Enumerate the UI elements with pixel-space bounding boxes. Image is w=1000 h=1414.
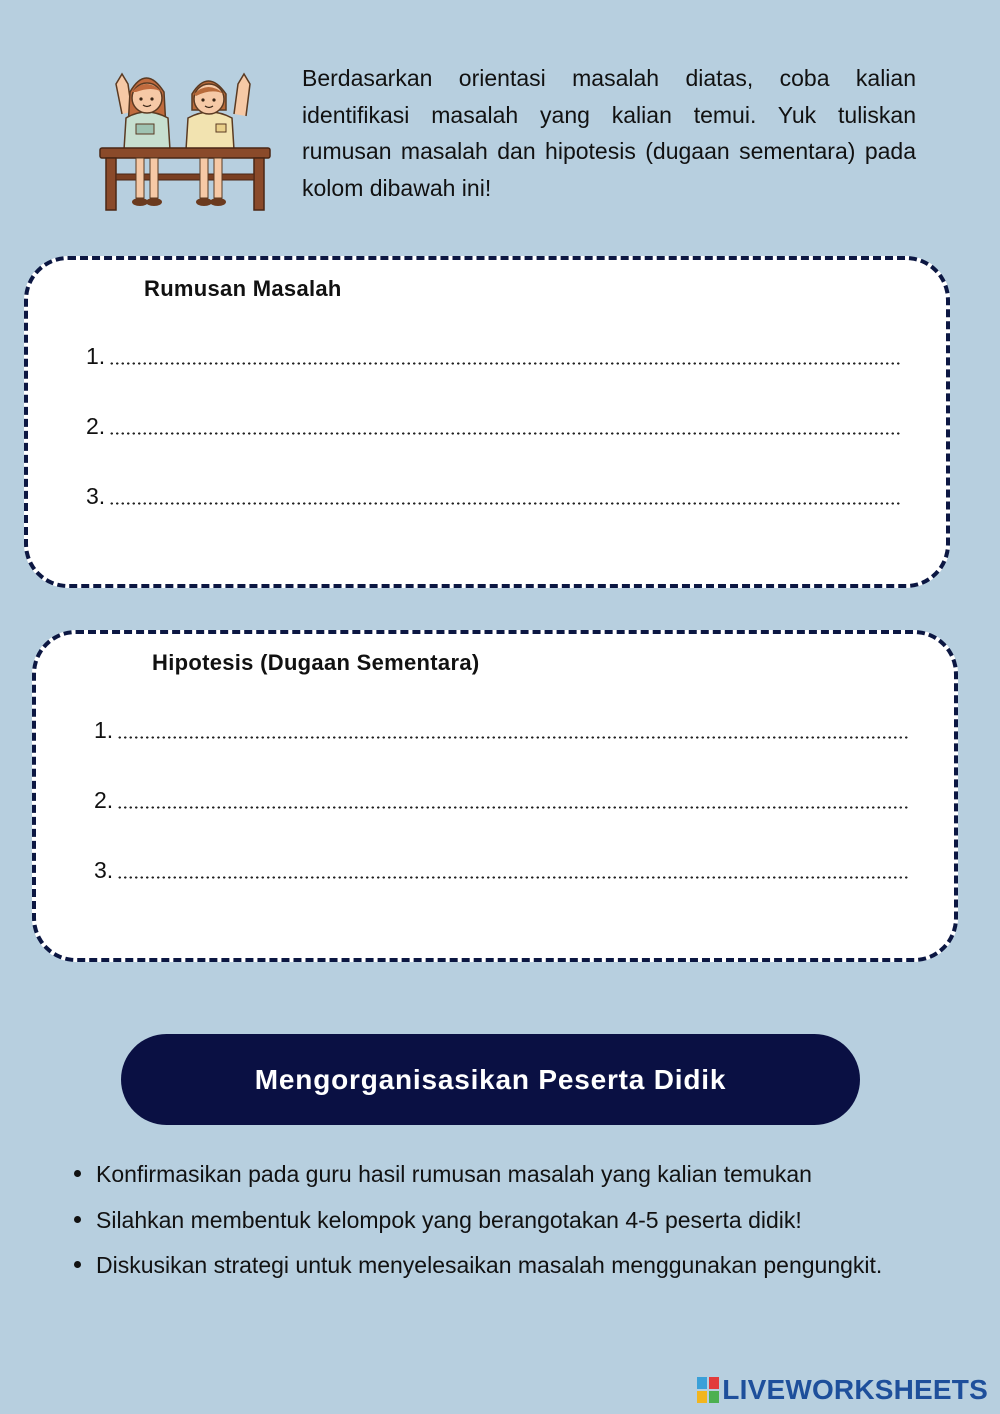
hipotesis-panel bbox=[32, 630, 958, 962]
rumusan-masalah-title: Rumusan Masalah bbox=[144, 276, 342, 301]
rumusan-answer-line-3[interactable] bbox=[86, 480, 902, 510]
section-title: Mengorganisasikan Peserta Didik bbox=[254, 1063, 727, 1095]
dotted-answer-line bbox=[117, 876, 910, 879]
dotted-answer-line bbox=[117, 736, 910, 739]
liveworksheets-brand bbox=[697, 1374, 988, 1406]
instruction-list bbox=[96, 1152, 950, 1289]
hipotesis-title: Hipotesis (Dugaan Sementara) bbox=[152, 650, 480, 675]
rumusan-answer-line-2[interactable] bbox=[86, 410, 902, 440]
list-item: Silahkan membentuk kelompok yang berangotakan 4-5 peserta didik! bbox=[96, 1198, 950, 1244]
list-item: Diskusikan strategi untuk menyelesaikan masalah menggunakan pengungkit. bbox=[96, 1243, 950, 1289]
students-at-desk-illustration bbox=[96, 62, 276, 214]
brand-name: LIVEWORKSHEETS bbox=[722, 1374, 988, 1405]
item-number: 2. bbox=[86, 413, 106, 439]
item-number: 3. bbox=[86, 483, 106, 509]
dotted-answer-line bbox=[109, 362, 902, 365]
item-number: 3. bbox=[94, 857, 114, 883]
rumusan-answer-line-1[interactable] bbox=[86, 340, 902, 370]
dotted-answer-line bbox=[109, 502, 902, 505]
item-number: 1. bbox=[86, 343, 106, 369]
hipotesis-answer-line-3[interactable] bbox=[94, 854, 910, 884]
intro-instructions: Berdasarkan orientasi masalah diatas, coba kalian identifikasi masalah yang kalian temui. Yuk tuliskan rumusan masalah dan hipotesis (dugaan sementara) pada kolom dibawah ini! bbox=[302, 65, 916, 201]
rumusan-masalah-panel bbox=[24, 256, 950, 588]
dotted-answer-line bbox=[117, 806, 910, 809]
hipotesis-answer-line-1[interactable] bbox=[94, 714, 910, 744]
hipotesis-answer-line-2[interactable] bbox=[94, 784, 910, 814]
item-number: 2. bbox=[94, 787, 114, 813]
item-number: 1. bbox=[94, 717, 114, 743]
liveworksheets-logo-icon bbox=[697, 1377, 719, 1403]
dotted-answer-line bbox=[109, 432, 902, 435]
list-item: Konfirmasikan pada guru hasil rumusan masalah yang kalian temukan bbox=[96, 1152, 950, 1198]
section-banner bbox=[121, 1034, 860, 1125]
